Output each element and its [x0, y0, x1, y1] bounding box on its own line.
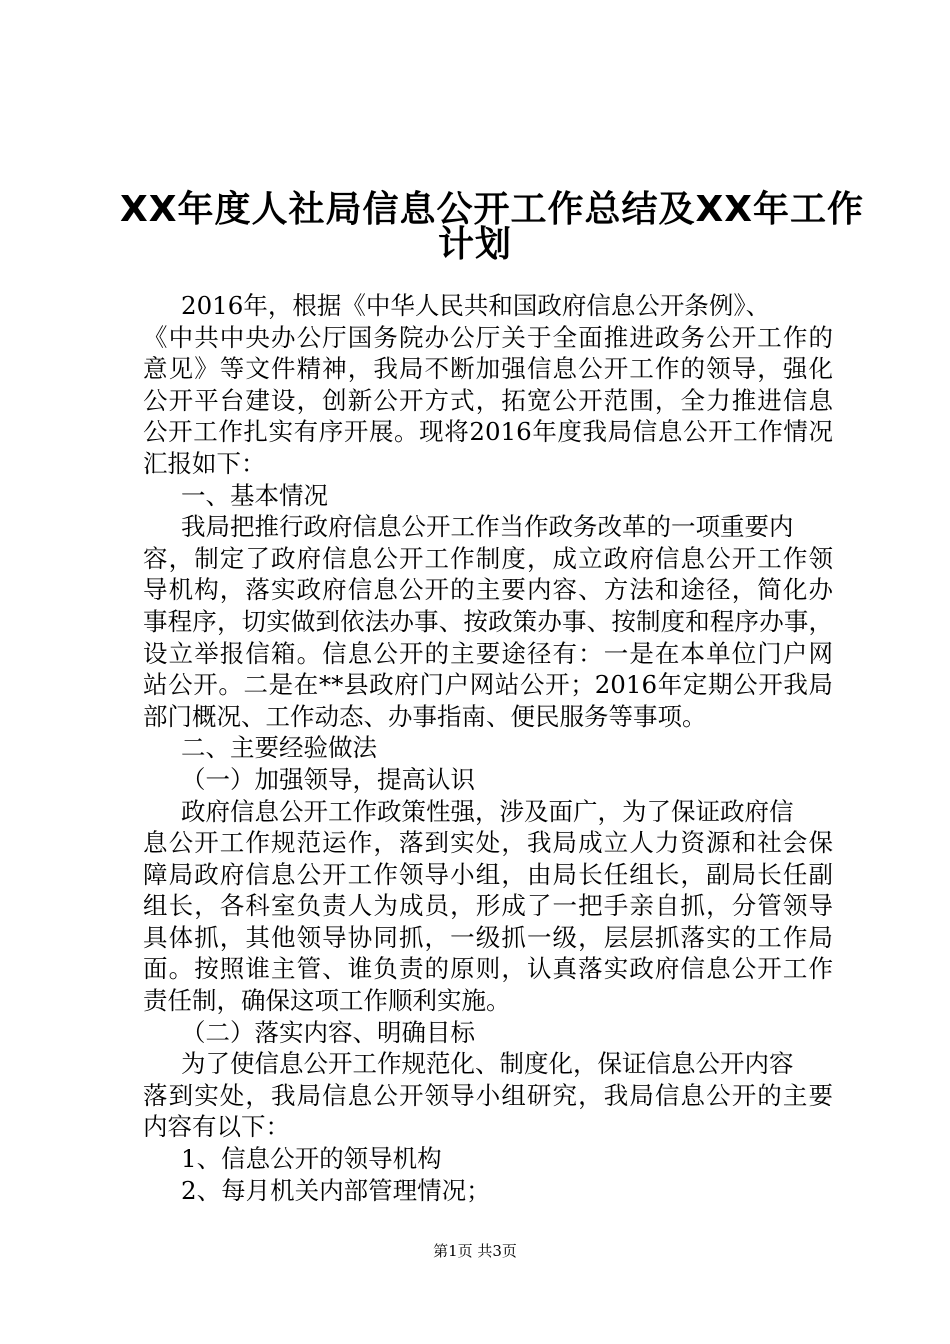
document-title-line-1: XX年度人社局信息公开工作总结及XX年工作 — [120, 189, 865, 230]
list-item: 2、每月机关内部管理情况； — [181, 1175, 491, 1205]
paragraph-line: 责任制，确保这项工作顺利实施。 — [143, 986, 511, 1016]
paragraph-line: 意见》等文件精神，我局不断加强信息公开工作的领导，强化 — [143, 354, 833, 384]
paragraph-line: 事程序，切实做到依法办事、按政策办事、按制度和程序办事， — [143, 606, 833, 636]
subsection-heading: （一）加强领导，提高认识 — [181, 764, 475, 794]
section-heading: 一、基本情况 — [181, 480, 328, 510]
page-footer: 第1页 共3页 — [433, 1242, 517, 1260]
paragraph-line: 息公开工作规范运作，落到实处，我局成立人力资源和社会保 — [143, 828, 833, 858]
paragraph-line: 《中共中央办公厅国务院办公厅关于全面推进政务公开工作的 — [143, 322, 833, 352]
paragraph-line: 部门概况、工作动态、办事指南、便民服务等事项。 — [143, 701, 707, 731]
paragraph-line: 具体抓，其他领导协同抓，一级抓一级，层层抓落实的工作局 — [143, 922, 833, 952]
section-heading: 二、主要经验做法 — [181, 733, 377, 763]
document-body — [143, 290, 833, 1206]
paragraph-line: 公开平台建设，创新公开方式，拓宽公开范围，全力推进信息 — [143, 385, 833, 415]
paragraph-line: 2016年，根据《中华人民共和国政府信息公开条例》、 — [181, 291, 771, 320]
paragraph-line: 落到实处，我局信息公开领导小组研究，我局信息公开的主要 — [143, 1080, 833, 1110]
paragraph-line: 站公开。二是在**县政府门户网站公开；2016年定期公开我局 — [143, 670, 833, 700]
paragraph-line: 组长，各科室负责人为成员，形成了一把手亲自抓，分管领导 — [143, 891, 833, 921]
paragraph-line: 设立举报信箱。信息公开的主要途径有：一是在本单位门户网 — [143, 638, 833, 668]
paragraph-line: 内容有以下： — [143, 1112, 290, 1142]
paragraph-line: 容，制定了政府信息公开工作制度，成立政府信息公开工作领 — [143, 543, 833, 573]
paragraph-line: 政府信息公开工作政策性强，涉及面广，为了保证政府信 — [181, 796, 794, 826]
paragraph-line: 公开工作扎实有序开展。现将2016年度我局信息公开工作情况 — [143, 417, 833, 447]
document-title-line-2: 计划 — [437, 224, 512, 265]
paragraph-line: 导机构，落实政府信息公开的主要内容、方法和途径，简化办 — [143, 575, 833, 605]
paragraph-line: 汇报如下： — [143, 448, 266, 478]
paragraph-line: 面。按照谁主管、谁负责的原则，认真落实政府信息公开工作 — [143, 954, 833, 984]
subsection-heading: （二）落实内容、明确目标 — [181, 1017, 475, 1047]
paragraph-line: 为了使信息公开工作规范化、制度化，保证信息公开内容 — [181, 1049, 794, 1079]
paragraph-line: 我局把推行政府信息公开工作当作政务改革的一项重要内 — [181, 512, 794, 542]
paragraph-line: 障局政府信息公开工作领导小组，由局长任组长，副局长任副 — [143, 859, 833, 889]
list-item: 1、信息公开的领导机构 — [181, 1144, 442, 1174]
